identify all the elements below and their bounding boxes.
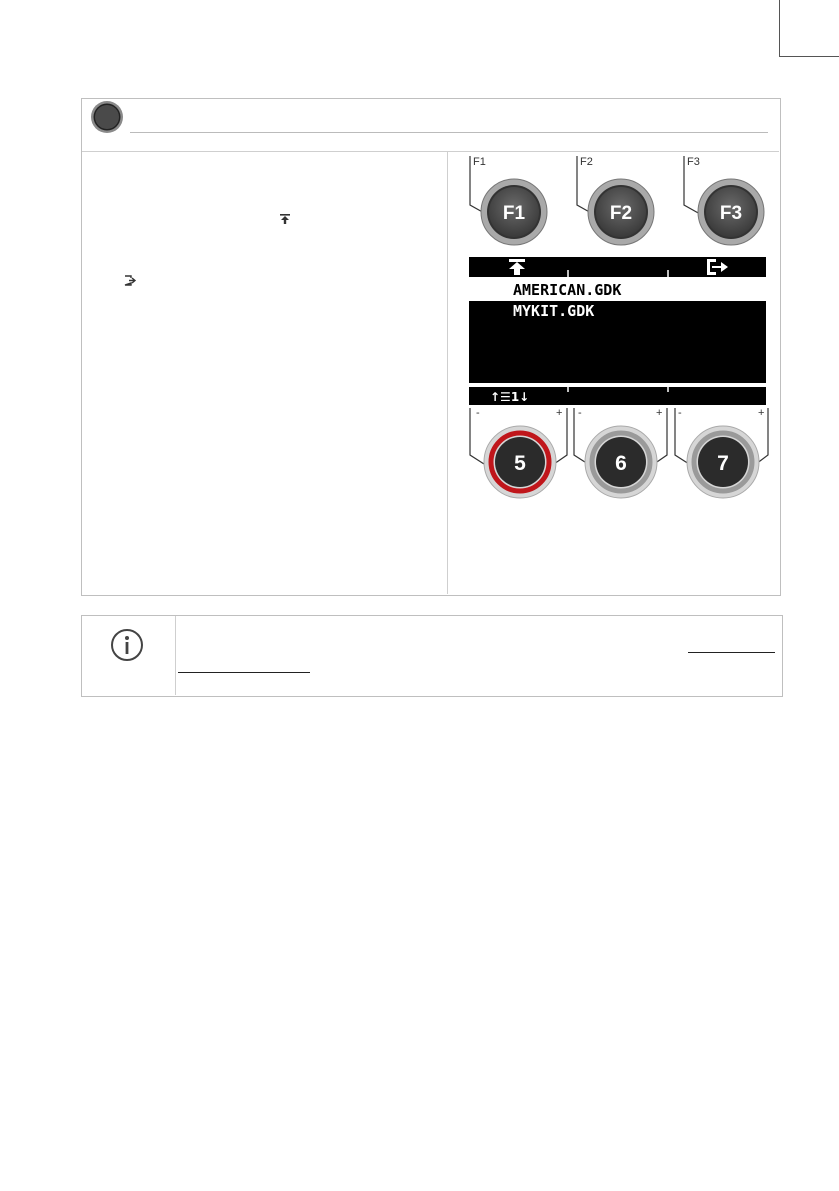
- f3-tag: F3: [687, 156, 700, 168]
- encoder-5-label: 5: [514, 452, 526, 475]
- f2-button[interactable]: [588, 179, 654, 245]
- corner-mark-vertical: [779, 0, 780, 56]
- link-underline[interactable]: [688, 652, 775, 653]
- corner-mark-horizontal: [779, 56, 839, 57]
- encoder-6-minus: -: [578, 407, 582, 419]
- upload-icon: [279, 213, 291, 225]
- f3-label: F3: [719, 203, 743, 224]
- info-separator: [175, 616, 176, 695]
- header-rule: [130, 132, 768, 133]
- link-underline[interactable]: [178, 672, 310, 673]
- f1-tag: F1: [473, 156, 486, 168]
- exit-icon: [124, 275, 137, 286]
- display-screen: [469, 257, 766, 405]
- encoder-6-label: 6: [615, 452, 627, 475]
- encoder-5-knob[interactable]: [484, 426, 556, 498]
- list-position-indicator: ↑☰1↓: [490, 390, 530, 404]
- device-illustration: [448, 152, 779, 504]
- f2-tag: F2: [580, 156, 593, 168]
- encoder-7-knob[interactable]: [687, 426, 759, 498]
- f1-label: F1: [502, 203, 526, 224]
- encoder-6-knob[interactable]: [585, 426, 657, 498]
- encoder-7-plus: +: [758, 407, 765, 419]
- info-icon: [110, 628, 144, 662]
- f2-label: F2: [609, 203, 633, 224]
- encoder-7-minus: -: [678, 407, 682, 419]
- f3-button[interactable]: [698, 179, 764, 245]
- knob-icon: [90, 100, 124, 134]
- f1-button[interactable]: [481, 179, 547, 245]
- file-list-item-selected[interactable]: MYKIT.GDK: [513, 302, 595, 320]
- encoder-5-plus: +: [556, 407, 563, 419]
- encoder-6-plus: +: [656, 407, 663, 419]
- info-box: [81, 615, 783, 697]
- encoder-7-label: 7: [717, 452, 729, 475]
- file-list-item[interactable]: AMERICAN.GDK: [513, 281, 622, 299]
- encoder-5-minus: -: [476, 407, 480, 419]
